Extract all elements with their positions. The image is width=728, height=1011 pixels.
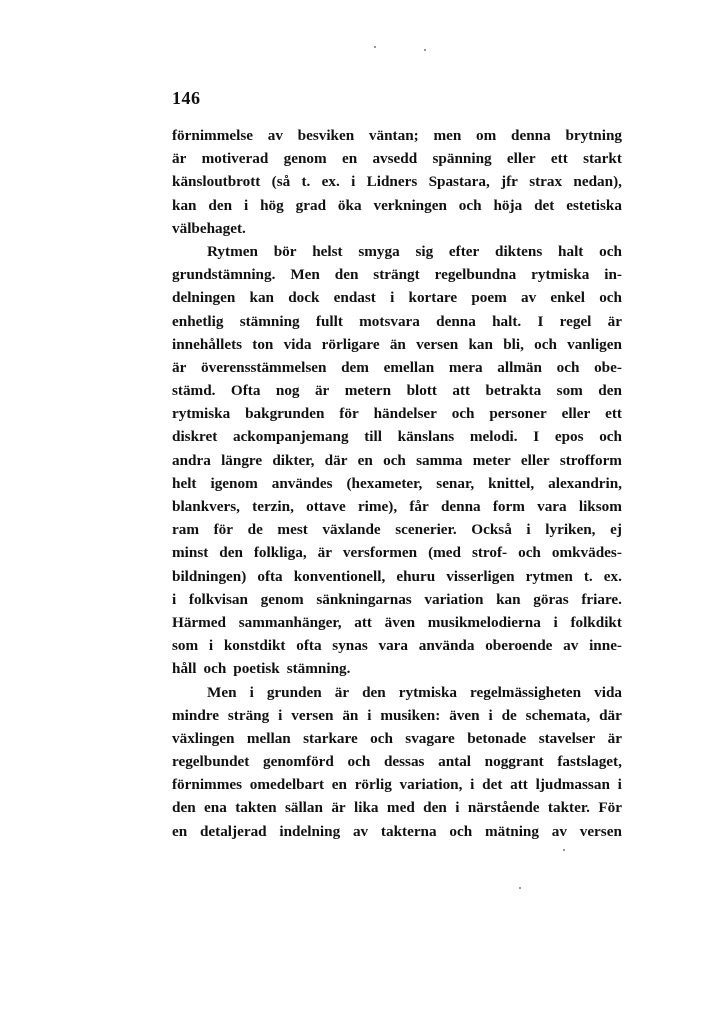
text-line: som i konstdikt ofta synas vara använda oberoende av inne- bbox=[172, 637, 622, 655]
text-line: mindre sträng i versen än i musiken: även i de schemata, där bbox=[172, 706, 622, 724]
text-line: i folkvisan genom sänkningarnas variation kan göras friare. bbox=[172, 590, 622, 608]
text-line: enhetlig stämning fullt motsvara denna halt. I regel är bbox=[172, 312, 622, 330]
text-line: kan den i hög grad öka verkningen och höja det estetiska bbox=[172, 196, 622, 214]
text-line: andra längre dikter, där en och samma meter eller strofform bbox=[172, 451, 622, 469]
text-line: den ena takten sällan är lika med den i närstående takter. För bbox=[172, 799, 622, 817]
text-line: förnimmes omedelbart en rörlig variation, i det att ljudmassan i bbox=[172, 776, 622, 794]
text-line: Rytmen bör helst smyga sig efter diktens halt och bbox=[207, 242, 622, 260]
text-line: innehållets ton vida rörligare än versen kan bli, och vanligen bbox=[172, 335, 622, 353]
text-line: Härmed sammanhänger, att även musikmelodierna i folkdikt bbox=[172, 613, 622, 631]
text-line: en detaljerad indelning av takterna och mätning av versen bbox=[172, 822, 622, 840]
text-line: växlingen mellan starkare och svagare betonade stavelser är bbox=[172, 729, 622, 747]
text-line: håll och poetisk stämning. bbox=[172, 660, 351, 678]
scan-speck bbox=[563, 849, 565, 851]
text-line: regelbundet genomförd och dessas antal noggrant fastslaget, bbox=[172, 753, 622, 771]
scan-speck bbox=[424, 49, 426, 51]
scan-speck bbox=[374, 46, 376, 48]
text-line: förnimmelse av besviken väntan; men om denna brytning bbox=[172, 127, 622, 144]
text-line: helt igenom användes (hexameter, senar, knittel, alexandrin, bbox=[172, 474, 622, 492]
scan-speck bbox=[519, 887, 521, 889]
text-line: ram för de mest växlande scenerier. Också i lyriken, ej bbox=[172, 521, 622, 539]
text-line: är motiverad genom en avsedd spänning eller ett starkt bbox=[172, 150, 622, 168]
text-line: bildningen) ofta konventionell, ehuru visserligen rytmen t. ex. bbox=[172, 567, 622, 585]
text-line: rytmiska bakgrunden för händelser och personer eller ett bbox=[172, 405, 622, 423]
text-line: diskret ackompanjemang till känslans melodi. I epos och bbox=[172, 428, 622, 446]
text-line: stämd. Ofta nog är metern blott att betrakta som den bbox=[172, 382, 622, 400]
text-line: minst den folkliga, är versformen (med strof- och omkvädes- bbox=[172, 544, 622, 562]
text-line: grundstämning. Men den strängt regelbundna rytmiska in- bbox=[172, 266, 622, 284]
text-line: välbehaget. bbox=[172, 219, 246, 237]
text-line: Men i grunden är den rytmiska regelmässigheten vida bbox=[207, 683, 622, 701]
text-line: känsloutbrott (så t. ex. i Lidners Spastara, jfr strax nedan), bbox=[172, 173, 622, 191]
body-text bbox=[172, 124, 622, 843]
text-line: blankvers, terzin, ottave rime), får denna form vara liksom bbox=[172, 498, 622, 515]
page-number: 146 bbox=[172, 88, 201, 108]
text-line: är överensstämmelsen dem emellan mera allmän och obe- bbox=[172, 358, 622, 376]
text-line: delningen kan dock endast i kortare poem av enkel och bbox=[172, 289, 622, 307]
